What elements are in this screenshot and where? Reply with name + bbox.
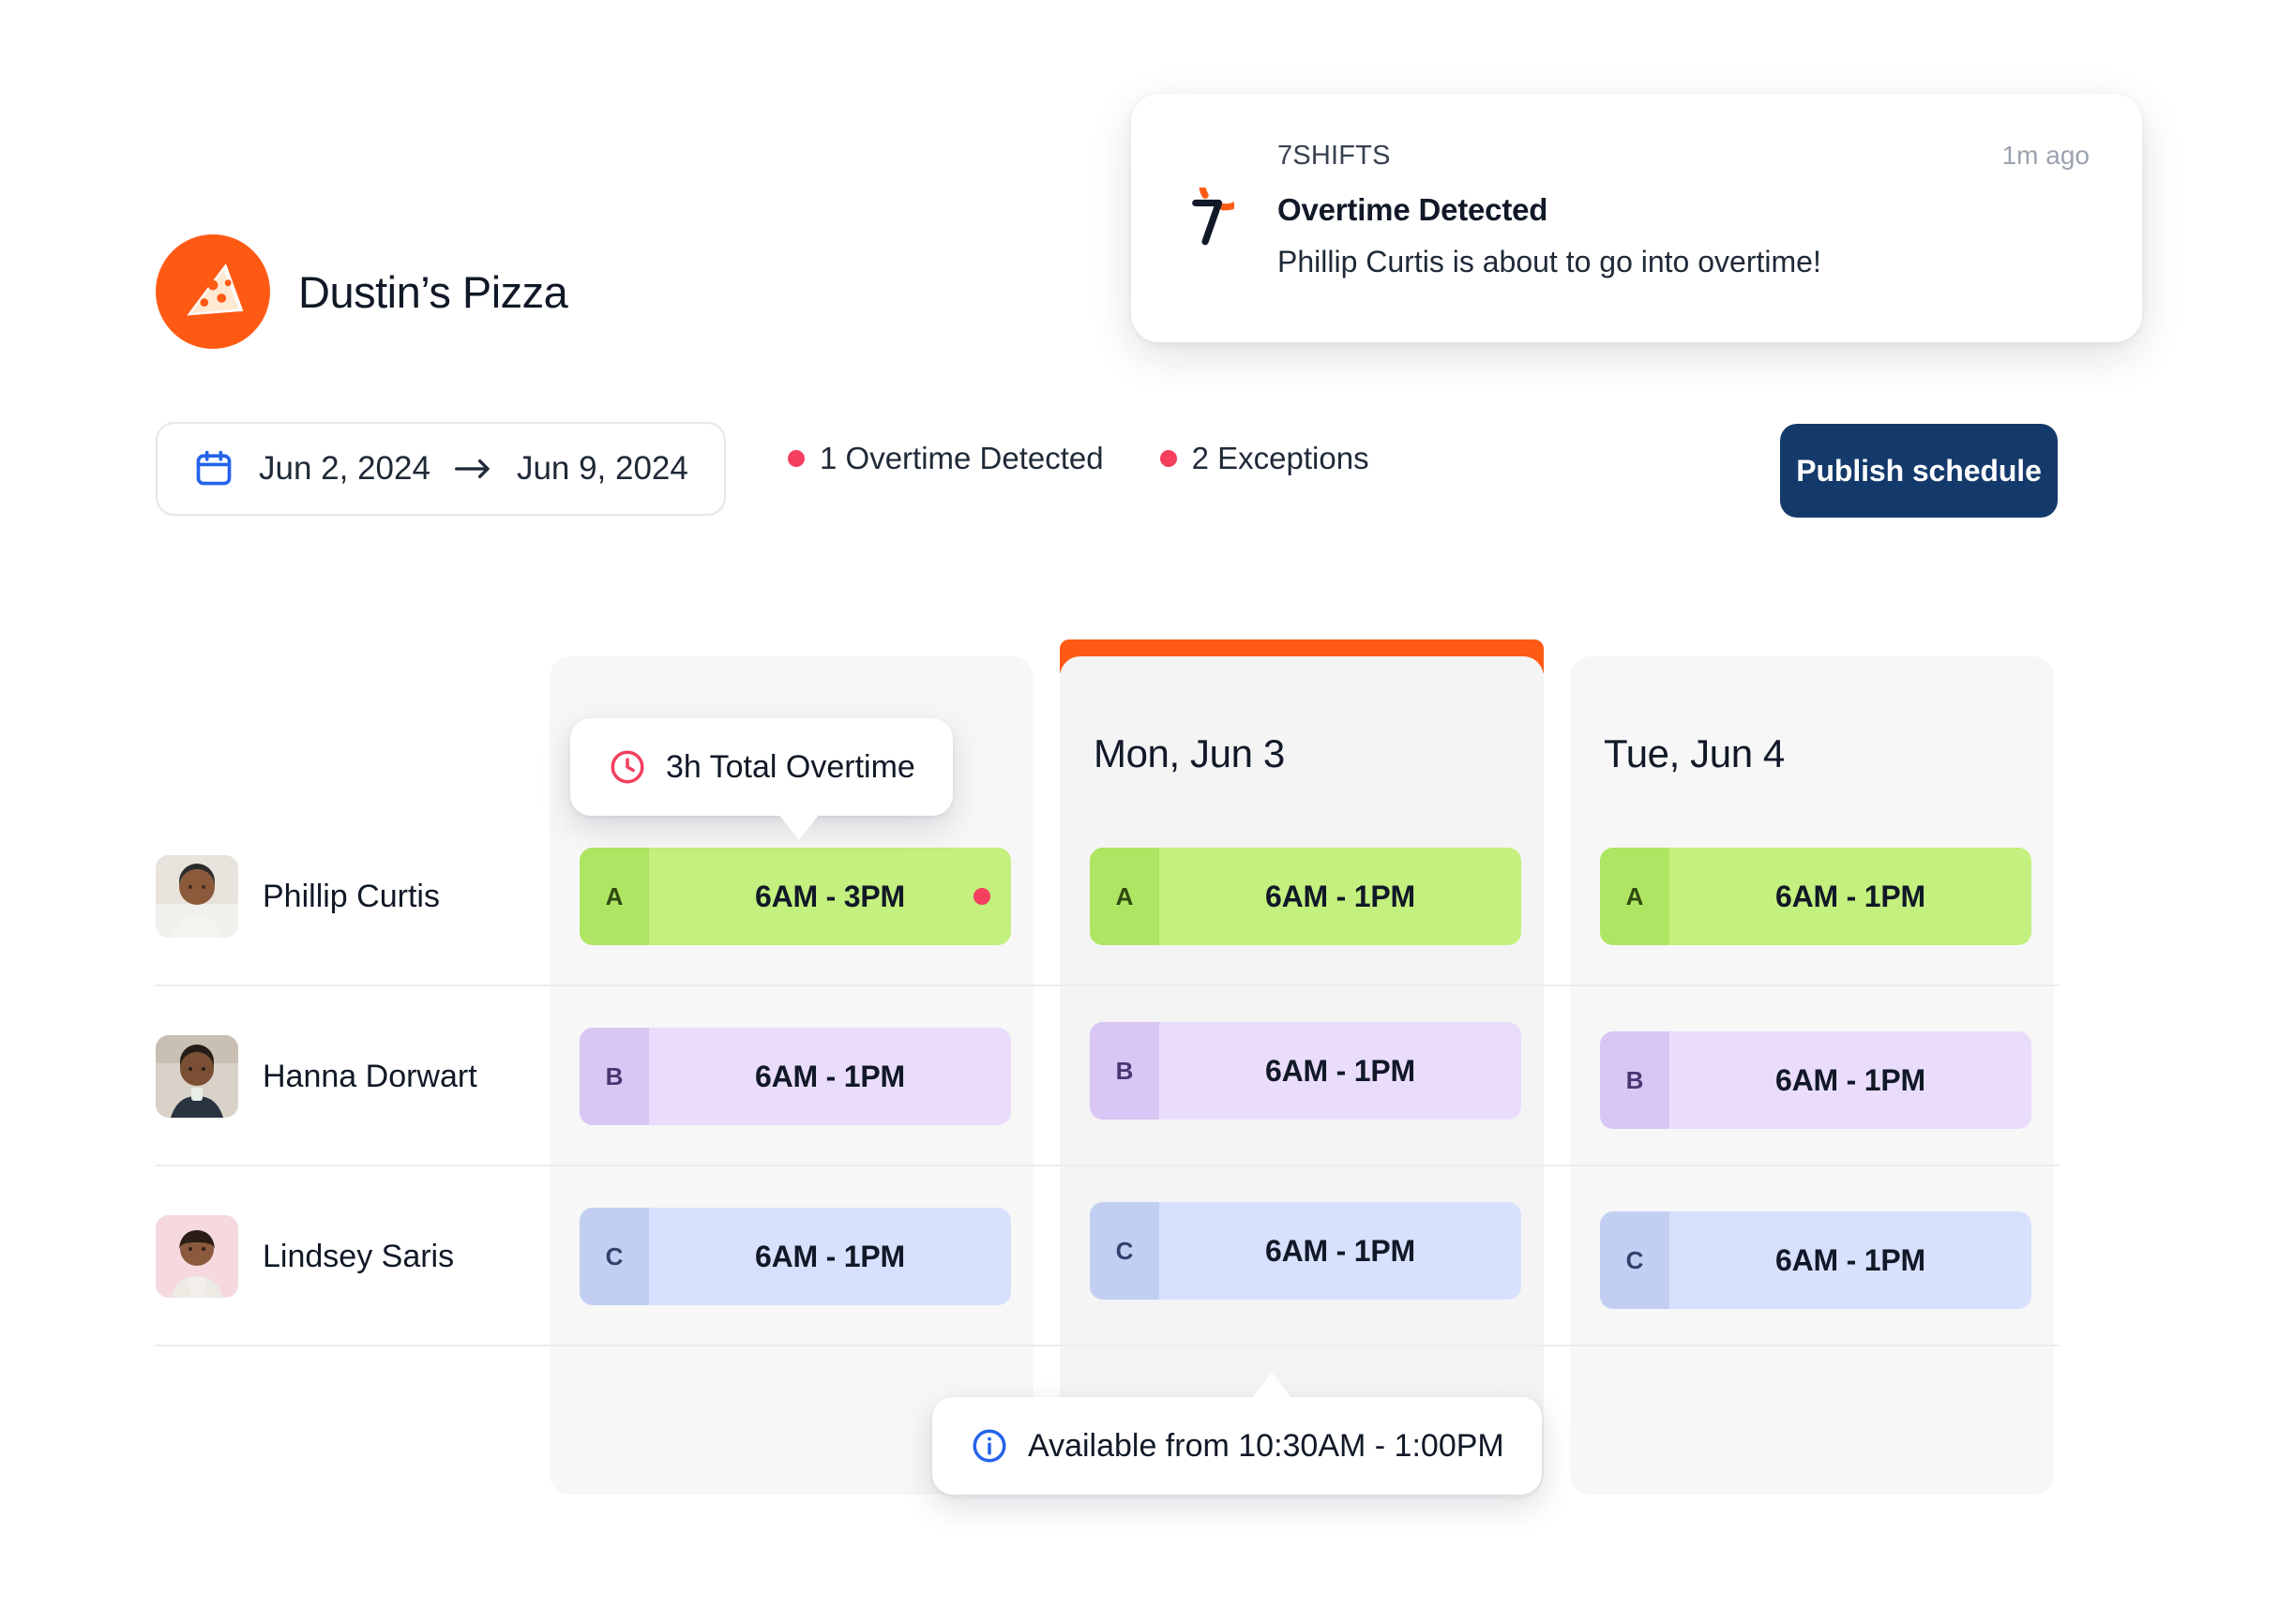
shift-chip[interactable] <box>580 1028 1011 1125</box>
notification-timestamp: 1m ago <box>2001 141 2090 170</box>
brand-header <box>156 234 567 349</box>
status-badge-exceptions[interactable] <box>1160 441 1369 476</box>
shift-chip[interactable] <box>1600 848 2031 945</box>
avatar <box>156 1035 238 1118</box>
status-dot-icon <box>788 450 805 467</box>
status-overtime-label: 1 Overtime Detected <box>820 441 1104 475</box>
shift-time-label: 6AM - 1PM <box>755 1239 905 1273</box>
shift-role-badge: C <box>1600 1211 1669 1309</box>
sevenshifts-logo-icon <box>1172 188 1234 249</box>
shift-role-badge: B <box>1090 1022 1159 1120</box>
shift-time-label: 6AM - 1PM <box>1265 1053 1415 1088</box>
calendar-icon <box>193 448 234 489</box>
notification-header <box>1184 141 2090 172</box>
shift-time-label: 6AM - 1PM <box>1775 879 1925 913</box>
status-badge-overtime[interactable] <box>788 441 1104 476</box>
date-range-start[interactable]: Jun 2, 2024 <box>259 450 430 487</box>
shift-role-badge: A <box>1090 848 1159 945</box>
shift-time-label: 6AM - 1PM <box>1265 879 1415 913</box>
table-row <box>156 806 2060 986</box>
day-column-header-monday[interactable]: Mon, Jun 3 <box>1094 731 1285 775</box>
shift-time-label: 6AM - 1PM <box>1775 1062 1925 1097</box>
shift-role-badge: C <box>1090 1202 1159 1300</box>
brand-logo <box>156 234 270 349</box>
overtime-dot-icon <box>973 888 990 905</box>
employee-name: Hanna Dorwart <box>263 1058 477 1094</box>
shift-time-label: 6AM - 1PM <box>1775 1242 1925 1277</box>
avatar <box>156 855 238 938</box>
shift-role-badge: C <box>580 1208 649 1305</box>
table-row <box>156 1166 2060 1346</box>
avatar <box>156 1215 238 1298</box>
page-title: Dustin’s Pizza <box>298 266 568 317</box>
availability-tooltip <box>932 1397 1542 1495</box>
notification-title: Overtime Detected <box>1277 192 1548 227</box>
shift-chip[interactable] <box>1600 1211 2031 1309</box>
shift-chip[interactable] <box>1090 1022 1521 1120</box>
notification-body: Phillip Curtis is about to go into overtime! <box>1277 245 1821 278</box>
table-row <box>156 986 2060 1166</box>
employee-cell[interactable] <box>156 855 440 938</box>
info-icon <box>970 1426 1009 1466</box>
shift-role-badge: A <box>1600 848 1669 945</box>
shift-time-label: 6AM - 3PM <box>755 879 905 913</box>
status-dot-icon <box>1160 450 1177 467</box>
shift-chip[interactable] <box>580 1208 1011 1305</box>
shift-chip[interactable] <box>1090 1202 1521 1300</box>
employee-name: Lindsey Saris <box>263 1238 455 1274</box>
employee-name: Phillip Curtis <box>263 878 440 914</box>
shift-chip[interactable] <box>1090 848 1521 945</box>
employee-cell[interactable] <box>156 1035 477 1118</box>
shift-time-label: 6AM - 1PM <box>755 1059 905 1093</box>
notification-card[interactable] <box>1131 94 2142 342</box>
employee-cell[interactable] <box>156 1215 454 1298</box>
shift-time-label: 6AM - 1PM <box>1265 1233 1415 1268</box>
overtime-tooltip-text: 3h Total Overtime <box>666 748 915 785</box>
overtime-tooltip <box>570 718 953 816</box>
shift-chip[interactable] <box>1600 1031 2031 1129</box>
notification-app-name: 7SHIFTS <box>1277 141 1391 171</box>
publish-schedule-button[interactable]: Publish schedule <box>1780 424 2058 518</box>
pizza-slice-icon <box>178 257 248 326</box>
date-range-picker[interactable] <box>156 422 726 516</box>
arrow-right-icon <box>455 457 492 481</box>
shift-chip[interactable] <box>580 848 1011 945</box>
status-exceptions-label: 2 Exceptions <box>1191 441 1369 475</box>
date-range-end[interactable]: Jun 9, 2024 <box>516 450 688 487</box>
shift-role-badge: B <box>1600 1031 1669 1129</box>
shift-role-badge: A <box>580 848 649 945</box>
status-chip-group <box>788 441 1369 476</box>
clock-icon <box>608 747 647 787</box>
availability-tooltip-text: Available from 10:30AM - 1:00PM <box>1028 1427 1504 1464</box>
shift-role-badge: B <box>580 1028 649 1125</box>
day-column-header-tuesday[interactable]: Tue, Jun 4 <box>1604 731 1785 775</box>
